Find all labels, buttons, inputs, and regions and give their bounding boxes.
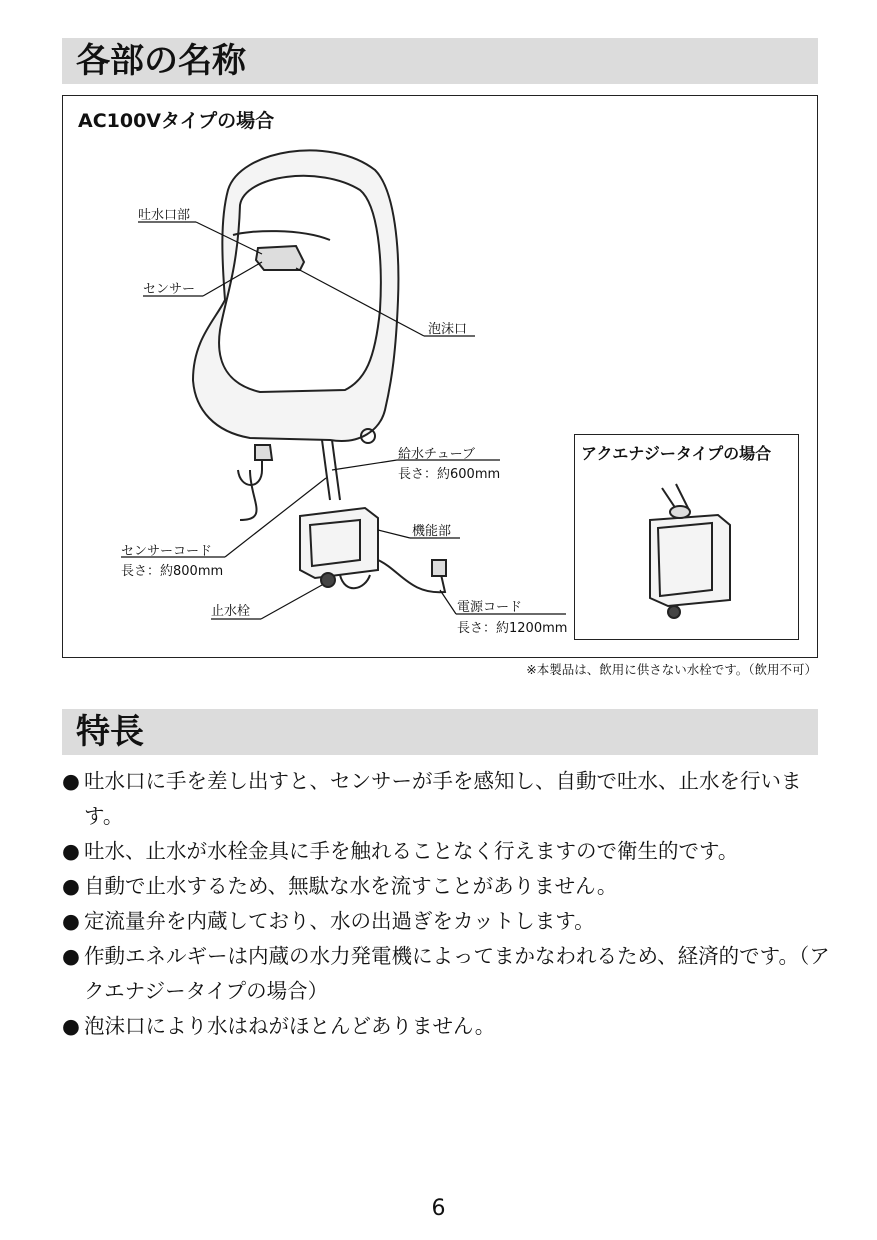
label-stop-valve: 止水栓 <box>211 604 251 619</box>
features-list <box>62 764 832 1044</box>
bullet-icon: ● <box>62 769 80 793</box>
page-number: 6 <box>431 1196 446 1221</box>
aquenergy-inset <box>574 434 799 640</box>
label-supply-tube-length: 長さ：約600mm <box>398 467 501 482</box>
list-item: ● 自動で止水するため、無駄な水を流すことがありません。 <box>62 869 832 904</box>
section-title-parts: 各部の名称 <box>62 38 818 84</box>
list-item: ● 作動エネルギーは内蔵の水力発電機によってまかなわれるため、経済的です。（アクエナジータイプの場合） <box>62 939 832 1009</box>
label-sensor-cord: センサーコード <box>121 544 213 559</box>
label-sensor: センサー <box>143 282 196 297</box>
bullet-icon: ● <box>62 874 80 898</box>
label-power-cord: 電源コード <box>457 600 523 615</box>
list-item: ● 定流量弁を内蔵しており、水の出過ぎをカットします。 <box>62 904 832 939</box>
label-aerator: 泡沫口 <box>428 322 468 337</box>
aquenergy-title: アクエナジータイプの場合 <box>581 444 772 463</box>
label-spout: 吐水口部 <box>138 208 191 223</box>
non-potable-note: ※本製品は、飲用に供さない水栓です。（飲用不可） <box>526 662 817 677</box>
list-item: ● 吐水、止水が水栓金具に手を触れることなく行えますので衛生的です。 <box>62 834 832 869</box>
bullet-icon: ● <box>62 1014 80 1038</box>
bullet-icon: ● <box>62 909 80 933</box>
list-item: ● 吐水口に手を差し出すと、センサーが手を感知し、自動で吐水、止水を行います。 <box>62 764 832 834</box>
list-item: ● 泡沫口により水はねがほとんどありません。 <box>62 1009 832 1044</box>
label-sensor-cord-length: 長さ：約800mm <box>121 564 224 579</box>
bullet-icon: ● <box>62 944 80 968</box>
label-supply-tube: 給水チューブ <box>398 447 475 462</box>
label-function-unit: 機能部 <box>412 524 452 539</box>
section-title-features: 特長 <box>62 709 818 755</box>
bullet-icon: ● <box>62 839 80 863</box>
ac-type-title: AC100Vタイプの場合 <box>78 110 275 132</box>
label-power-cord-length: 長さ：約1200mm <box>457 621 568 636</box>
